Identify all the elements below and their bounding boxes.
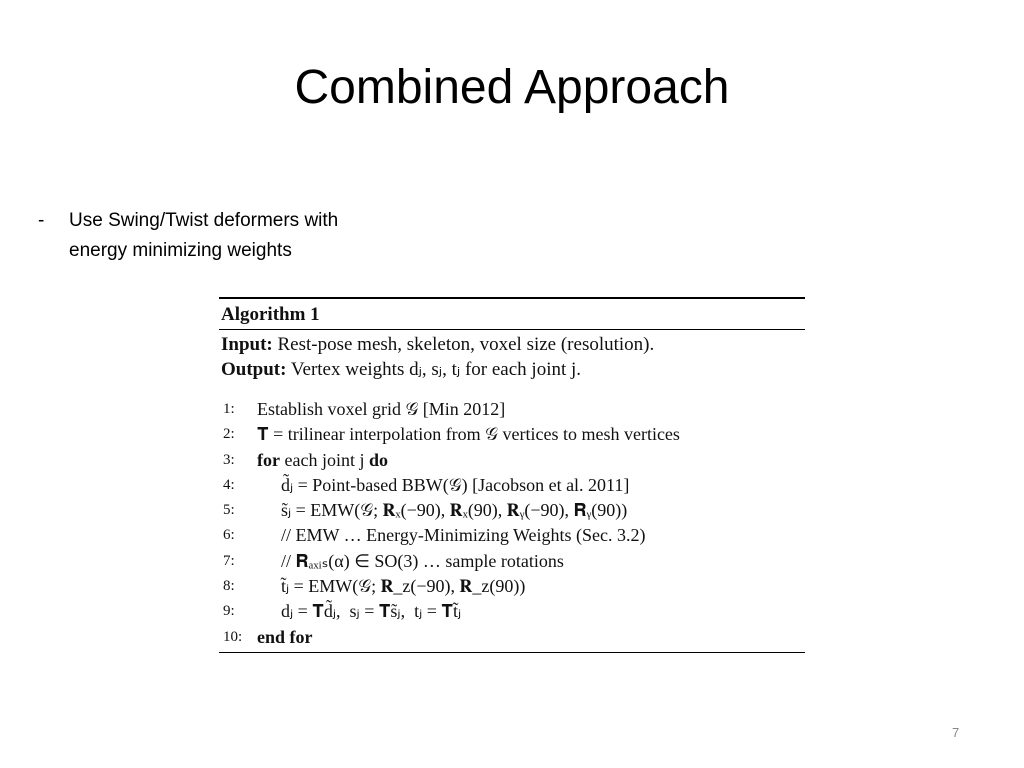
step-number-label: 8: [223,578,235,595]
algorithm-header: Algorithm 1 [221,304,320,325]
step-number-label: 4: [223,476,235,493]
algorithm-bottom-rule [219,652,805,653]
algorithm-steps [219,382,805,652]
step-text [255,599,461,624]
page-number: 7 [952,725,960,740]
step-text [255,625,313,650]
algorithm-io [219,330,805,382]
slide-title: Combined Approach [294,61,730,114]
step-text [255,523,646,548]
bullet-marker: - [38,210,45,231]
step-number-label: 9: [223,603,235,620]
step-body: 𝐓 = trilinear interpolation from 𝒢 vertices to mesh vertices [257,424,680,445]
algorithm-input-line [221,332,805,357]
algorithm-step [219,397,805,422]
step-keyword: do [368,449,388,470]
bullet-item [38,206,438,266]
step-text [255,422,680,447]
step-body: each joint j [279,449,369,470]
algorithm-step [219,574,805,599]
algorithm-step [219,473,805,498]
step-number-label: 7: [223,552,235,569]
algorithm-step [219,599,805,624]
algorithm-step [219,625,805,650]
step-number-label: 6: [223,527,235,544]
step-text [255,448,388,473]
step-body: t̃ⱼ = EMW(𝒢; 𝐑_z(−90), 𝐑_z(90)) [281,576,526,597]
bullet-list [38,206,438,266]
step-text [255,498,627,523]
step-text [255,397,505,422]
bullet-line: energy minimizing weights [69,240,292,261]
step-body: dⱼ = 𝐓d̃ⱼ, sⱼ = 𝐓s̃ⱼ, tⱼ = 𝐓t̃ⱼ [281,601,462,622]
algorithm-box [219,297,805,653]
bullet-text [69,206,414,266]
algorithm-output-line [221,357,805,382]
step-number-label: 2: [223,426,235,443]
step-number [219,523,255,548]
step-number-label: 10: [223,628,243,645]
output-text: Vertex weights dⱼ, sⱼ, tⱼ for each joint j. [290,359,582,380]
algorithm-step [219,498,805,523]
algorithm-step [219,422,805,447]
step-number [219,422,255,447]
step-keyword: for [257,449,280,470]
step-body: // EMW … Energy-Minimizing Weights (Sec. 3.2) [281,525,646,546]
step-text [255,473,629,498]
bullet-line: Use Swing/Twist deformers with [69,210,339,231]
input-label: Input: [221,334,273,355]
step-body: Establish voxel grid 𝒢 [Min 2012] [257,399,506,419]
output-label: Output: [221,359,287,380]
step-number [219,448,255,473]
step-number [219,599,255,624]
algorithm-step [219,448,805,473]
input-text: Rest-pose mesh, skeleton, voxel size (resolution). [277,334,655,355]
step-number-label: 1: [223,401,235,417]
step-number [219,574,255,599]
algorithm-step [219,549,805,574]
step-number [219,498,255,523]
step-body: d̃ⱼ = Point-based BBW(𝒢) [Jacobson et al. 2011] [281,474,630,495]
step-number [219,549,255,574]
step-keyword: end for [257,626,313,647]
step-text [255,574,525,599]
step-number [219,397,255,422]
step-number [219,625,255,650]
step-number [219,473,255,498]
step-number-label: 5: [223,502,235,519]
step-number-label: 3: [223,451,235,468]
step-body: // 𝐑ₐₓᵢₛ(α) ∈ SO(3) … sample rotations [281,550,564,571]
algorithm-step [219,523,805,548]
step-body: s̃ⱼ = EMW(𝒢; 𝐑ₓ(−90), 𝐑ₓ(90), 𝐑ᵧ(−90), 𝐑ᵧ(90)) [281,500,628,521]
step-text [255,549,564,574]
